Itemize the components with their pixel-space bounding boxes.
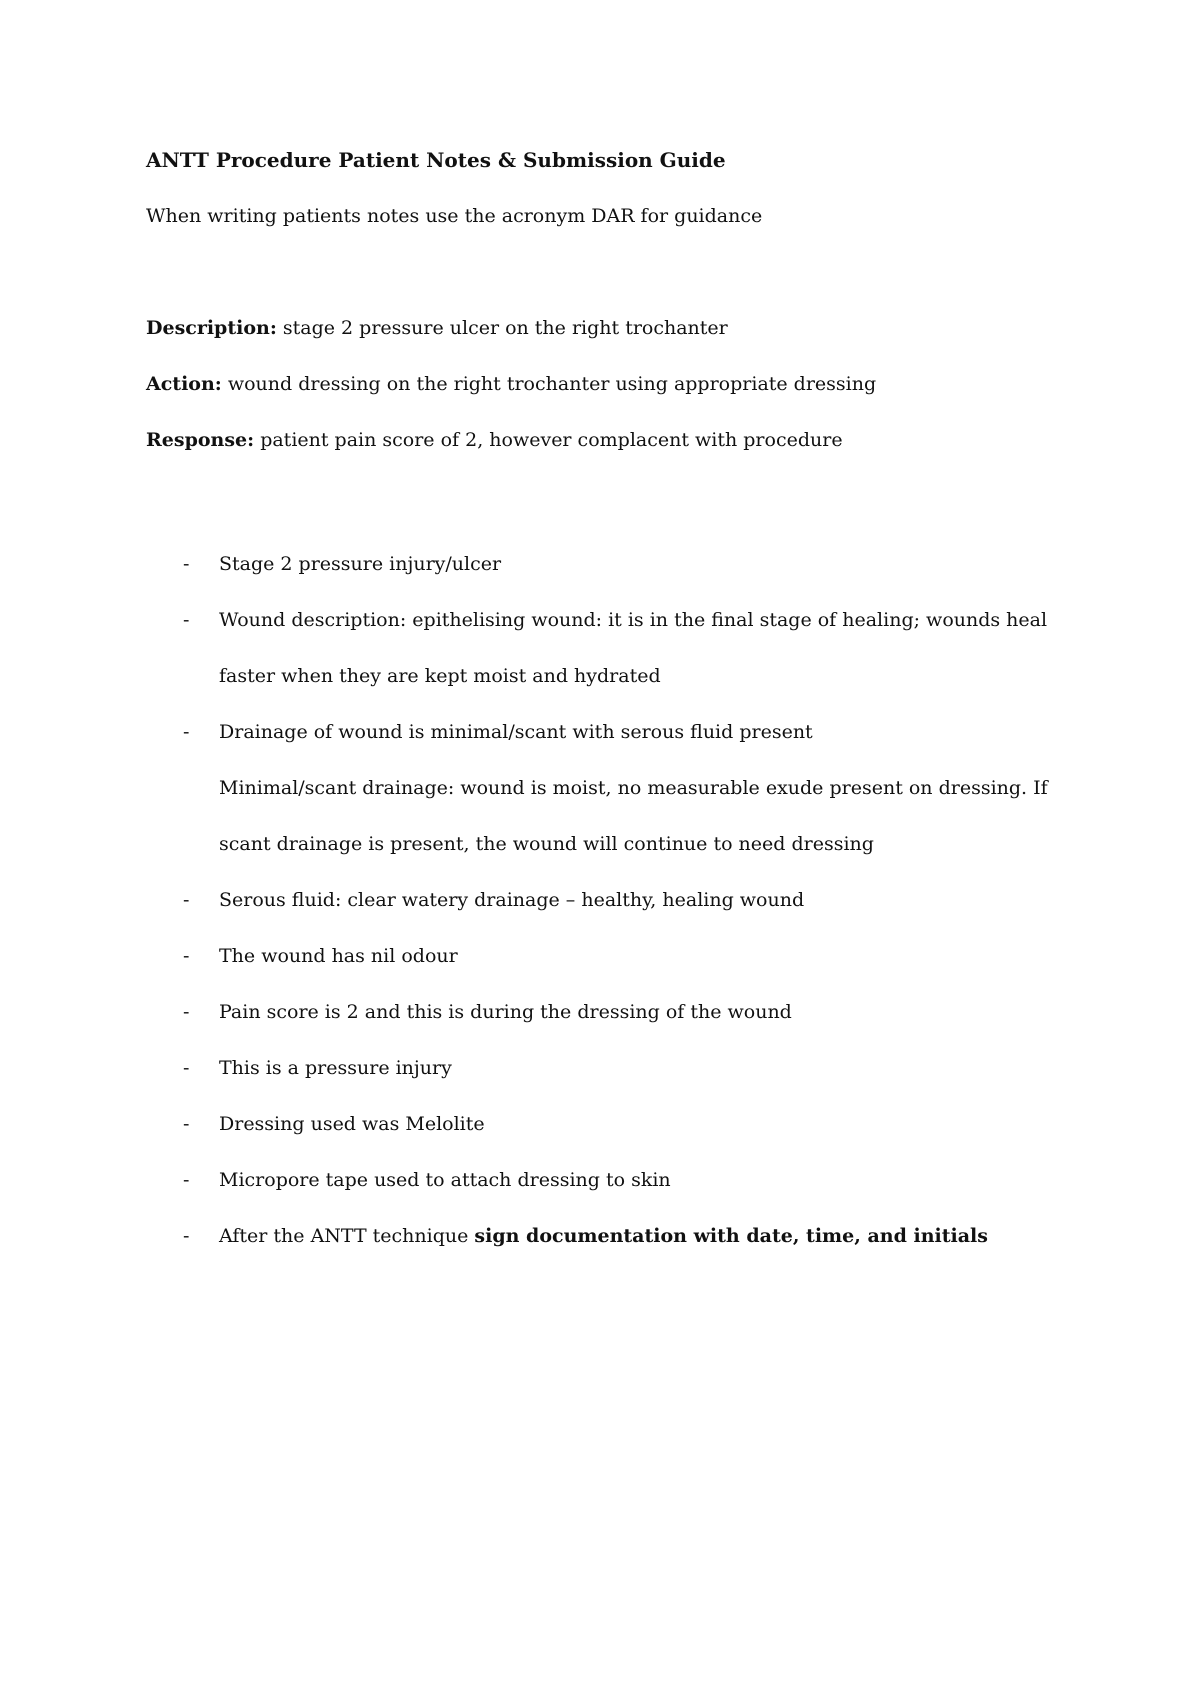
bullet-text: Serous fluid: clear watery drainage – healthy, healing wound <box>219 889 805 911</box>
bullet-text: Dressing used was Melolite <box>219 1113 485 1135</box>
dar-action <box>146 370 876 398</box>
list-item <box>0 1208 1079 1264</box>
list-item <box>0 984 1079 1040</box>
bullet-text: Pain score is 2 and this is during the dressing of the wound <box>219 1001 792 1023</box>
bullet-text: Stage 2 pressure injury/ulcer <box>219 553 502 575</box>
list-item <box>0 1040 1079 1096</box>
bullet-dash: - <box>183 553 190 575</box>
list-item <box>0 536 1079 592</box>
list-item <box>0 1152 1079 1208</box>
bullet-dash: - <box>183 889 190 911</box>
document-subtitle: When writing patients notes use the acronym DAR for guidance <box>146 205 763 227</box>
bullet-text: After the ANTT technique <box>219 1225 475 1247</box>
bullet-dash: - <box>183 1113 190 1135</box>
bullet-dash: - <box>183 1001 190 1023</box>
bullet-dash: - <box>183 1225 190 1247</box>
bullet-dash: - <box>183 1057 190 1079</box>
list-item <box>0 704 1079 872</box>
bullet-dash: - <box>183 945 190 967</box>
list-item <box>0 872 1079 928</box>
dar-response-text: patient pain score of 2, however complacent with procedure <box>254 429 843 451</box>
bullet-dash: - <box>183 609 190 631</box>
bullet-continuation: scant drainage is present, the wound will continue to need dressing <box>219 833 874 855</box>
bullet-bold-text: sign documentation with date, time, and initials <box>474 1225 988 1247</box>
document-title: ANTT Procedure Patient Notes & Submission Guide <box>146 148 726 172</box>
list-item <box>0 1096 1079 1152</box>
bullet-dash: - <box>183 1169 190 1191</box>
dar-description-label: Description: <box>146 317 277 339</box>
bullet-continuation: Minimal/scant drainage: wound is moist, no measurable exude present on dressing. If <box>219 777 1048 799</box>
bullet-text: Micropore tape used to attach dressing to skin <box>219 1169 671 1191</box>
notes-bullet-list <box>0 536 1200 1264</box>
bullet-text: This is a pressure injury <box>219 1057 452 1079</box>
dar-response <box>146 426 843 454</box>
dar-response-label: Response: <box>146 429 255 451</box>
bullet-text: The wound has nil odour <box>219 945 458 967</box>
bullet-text: Wound description: epithelising wound: it is in the final stage of healing; wounds heal <box>219 609 1048 631</box>
dar-description-text: stage 2 pressure ulcer on the right trochanter <box>276 317 728 339</box>
dar-description <box>146 314 728 342</box>
bullet-dash: - <box>183 721 190 743</box>
list-item <box>0 592 1079 704</box>
dar-action-label: Action: <box>146 373 222 395</box>
dar-action-text: wound dressing on the right trochanter using appropriate dressing <box>221 373 877 395</box>
list-item <box>0 928 1079 984</box>
bullet-continuation: faster when they are kept moist and hydrated <box>219 665 661 687</box>
bullet-text: Drainage of wound is minimal/scant with serous fluid present <box>219 721 813 743</box>
